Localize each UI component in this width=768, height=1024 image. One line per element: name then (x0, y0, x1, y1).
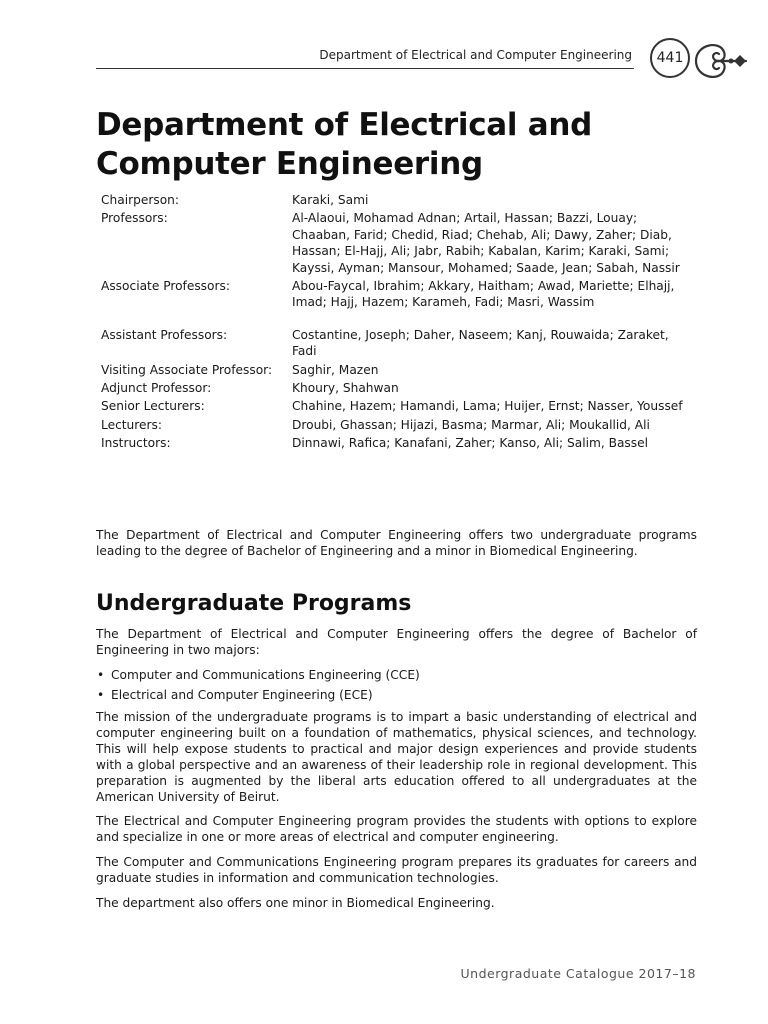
faculty-role: Instructors: (101, 436, 171, 451)
faculty-role: Chairperson: (101, 193, 179, 207)
majors-list (96, 667, 420, 707)
faculty-role: Adjunct Professor: (101, 381, 212, 396)
faculty-names: Droubi, Ghassan; Hijazi, Basma; Marmar, Ali; Moukallid, Ali (292, 417, 650, 432)
decorative-scroll-ornament-icon (690, 34, 750, 88)
faculty-row-chairperson (101, 192, 701, 208)
faculty-role: Senior Lecturers: (101, 399, 205, 414)
faculty-names: Dinnawi, Rafica; Kanafani, Zaher; Kanso, Ali; Salim, Bassel (292, 436, 648, 451)
faculty-names: Karaki, Sami (292, 193, 369, 207)
catalogue-footer: Undergraduate Catalogue 2017–18 (460, 966, 696, 981)
ece-paragraph: The Electrical and Computer Engineering program provides the students with options to explore and specialize in one or more areas of electrical and computer engineering. (96, 814, 697, 844)
page-title-line-1: Department of Electrical and (96, 107, 592, 143)
section-heading-undergraduate-programs: Undergraduate Programs (96, 591, 412, 616)
faculty-row-visiting-associate-professor (101, 362, 701, 378)
faculty-names: Khoury, Shahwan (292, 381, 399, 396)
faculty-names: Chahine, Hazem; Hamandi, Lama; Huijer, Ernst; Nasser, Youssef (292, 399, 683, 414)
page-title (96, 106, 656, 184)
faculty-row-professors (101, 210, 701, 276)
faculty-role: Lecturers: (101, 417, 162, 432)
cce-paragraph: The Computer and Communications Engineering program prepares its graduates for careers and graduate studies in information and communication technologies. (96, 855, 697, 885)
mission-paragraph: The mission of the undergraduate programs is to impart a basic understanding of electrical and computer engineering built on a foundation of mathematics, physical sciences, and technology. This will help expose students to practical and major design experiences and provide students with a global perspective and an awareness of their leadership role in regional development. This preparation is augmented by the liberal arts education offered to all undergraduates at the American University of Beirut. (96, 710, 697, 804)
faculty-names: Abou-Faycal, Ibrahim; Akkary, Haitham; Awad, Mariette; Elhajj, Imad; Hajj, Hazem; Karameh, Fadi; Masri, Wassim (292, 279, 675, 310)
faculty-names: Al-Alaoui, Mohamad Adnan; Artail, Hassan; Bazzi, Louay; Chaaban, Farid; Chedid, Riad; Chehab, Ali; Dawy, Zaher; Diab, Hassan; El-Hajj, Ali; Jabr, Rabih; Kabalan, Karim; Karaki, Sami; Kayssi, Ayman; Mansour, Mohamed; Saade, Jean; Sabah, Nassir (292, 211, 680, 275)
faculty-row-lecturers (101, 417, 701, 433)
list-item: • Electrical and Computer Engineering (ECE) (96, 687, 420, 703)
programs-lead-paragraph: The Department of Electrical and Computer Engineering offers the degree of Bachelor of Engineering in two majors: (96, 627, 697, 657)
faculty-role: Assistant Professors: (101, 327, 228, 342)
faculty-row-senior-lecturers (101, 398, 701, 414)
faculty-row-adjunct-professor (101, 380, 701, 396)
faculty-list (101, 192, 701, 454)
running-title: Department of Electrical and Computer Engineering (319, 48, 632, 62)
faculty-role: Associate Professors: (101, 279, 230, 294)
faculty-row-associate-professors (101, 278, 701, 311)
list-item: • Computer and Communications Engineering (CCE) (96, 667, 420, 683)
running-header (96, 46, 634, 69)
faculty-role: Visiting Associate Professor: (101, 362, 273, 377)
page-number: 441 (650, 38, 690, 78)
faculty-row-assistant-professors (101, 327, 701, 360)
faculty-names: Costantine, Joseph; Daher, Naseem; Kanj, Rouwaida; Zaraket, Fadi (292, 327, 669, 359)
faculty-role: Professors: (101, 211, 168, 226)
minor-paragraph: The department also offers one minor in Biomedical Engineering. (96, 896, 495, 910)
faculty-row-instructors (101, 435, 701, 451)
faculty-names: Saghir, Mazen (292, 362, 379, 377)
page-title-line-2: Computer Engineering (96, 146, 483, 182)
intro-paragraph: The Department of Electrical and Computer Engineering offers two undergraduate programs leading to the degree of Bachelor of Engineering and a minor in Biomedical Engineering. (96, 528, 697, 558)
